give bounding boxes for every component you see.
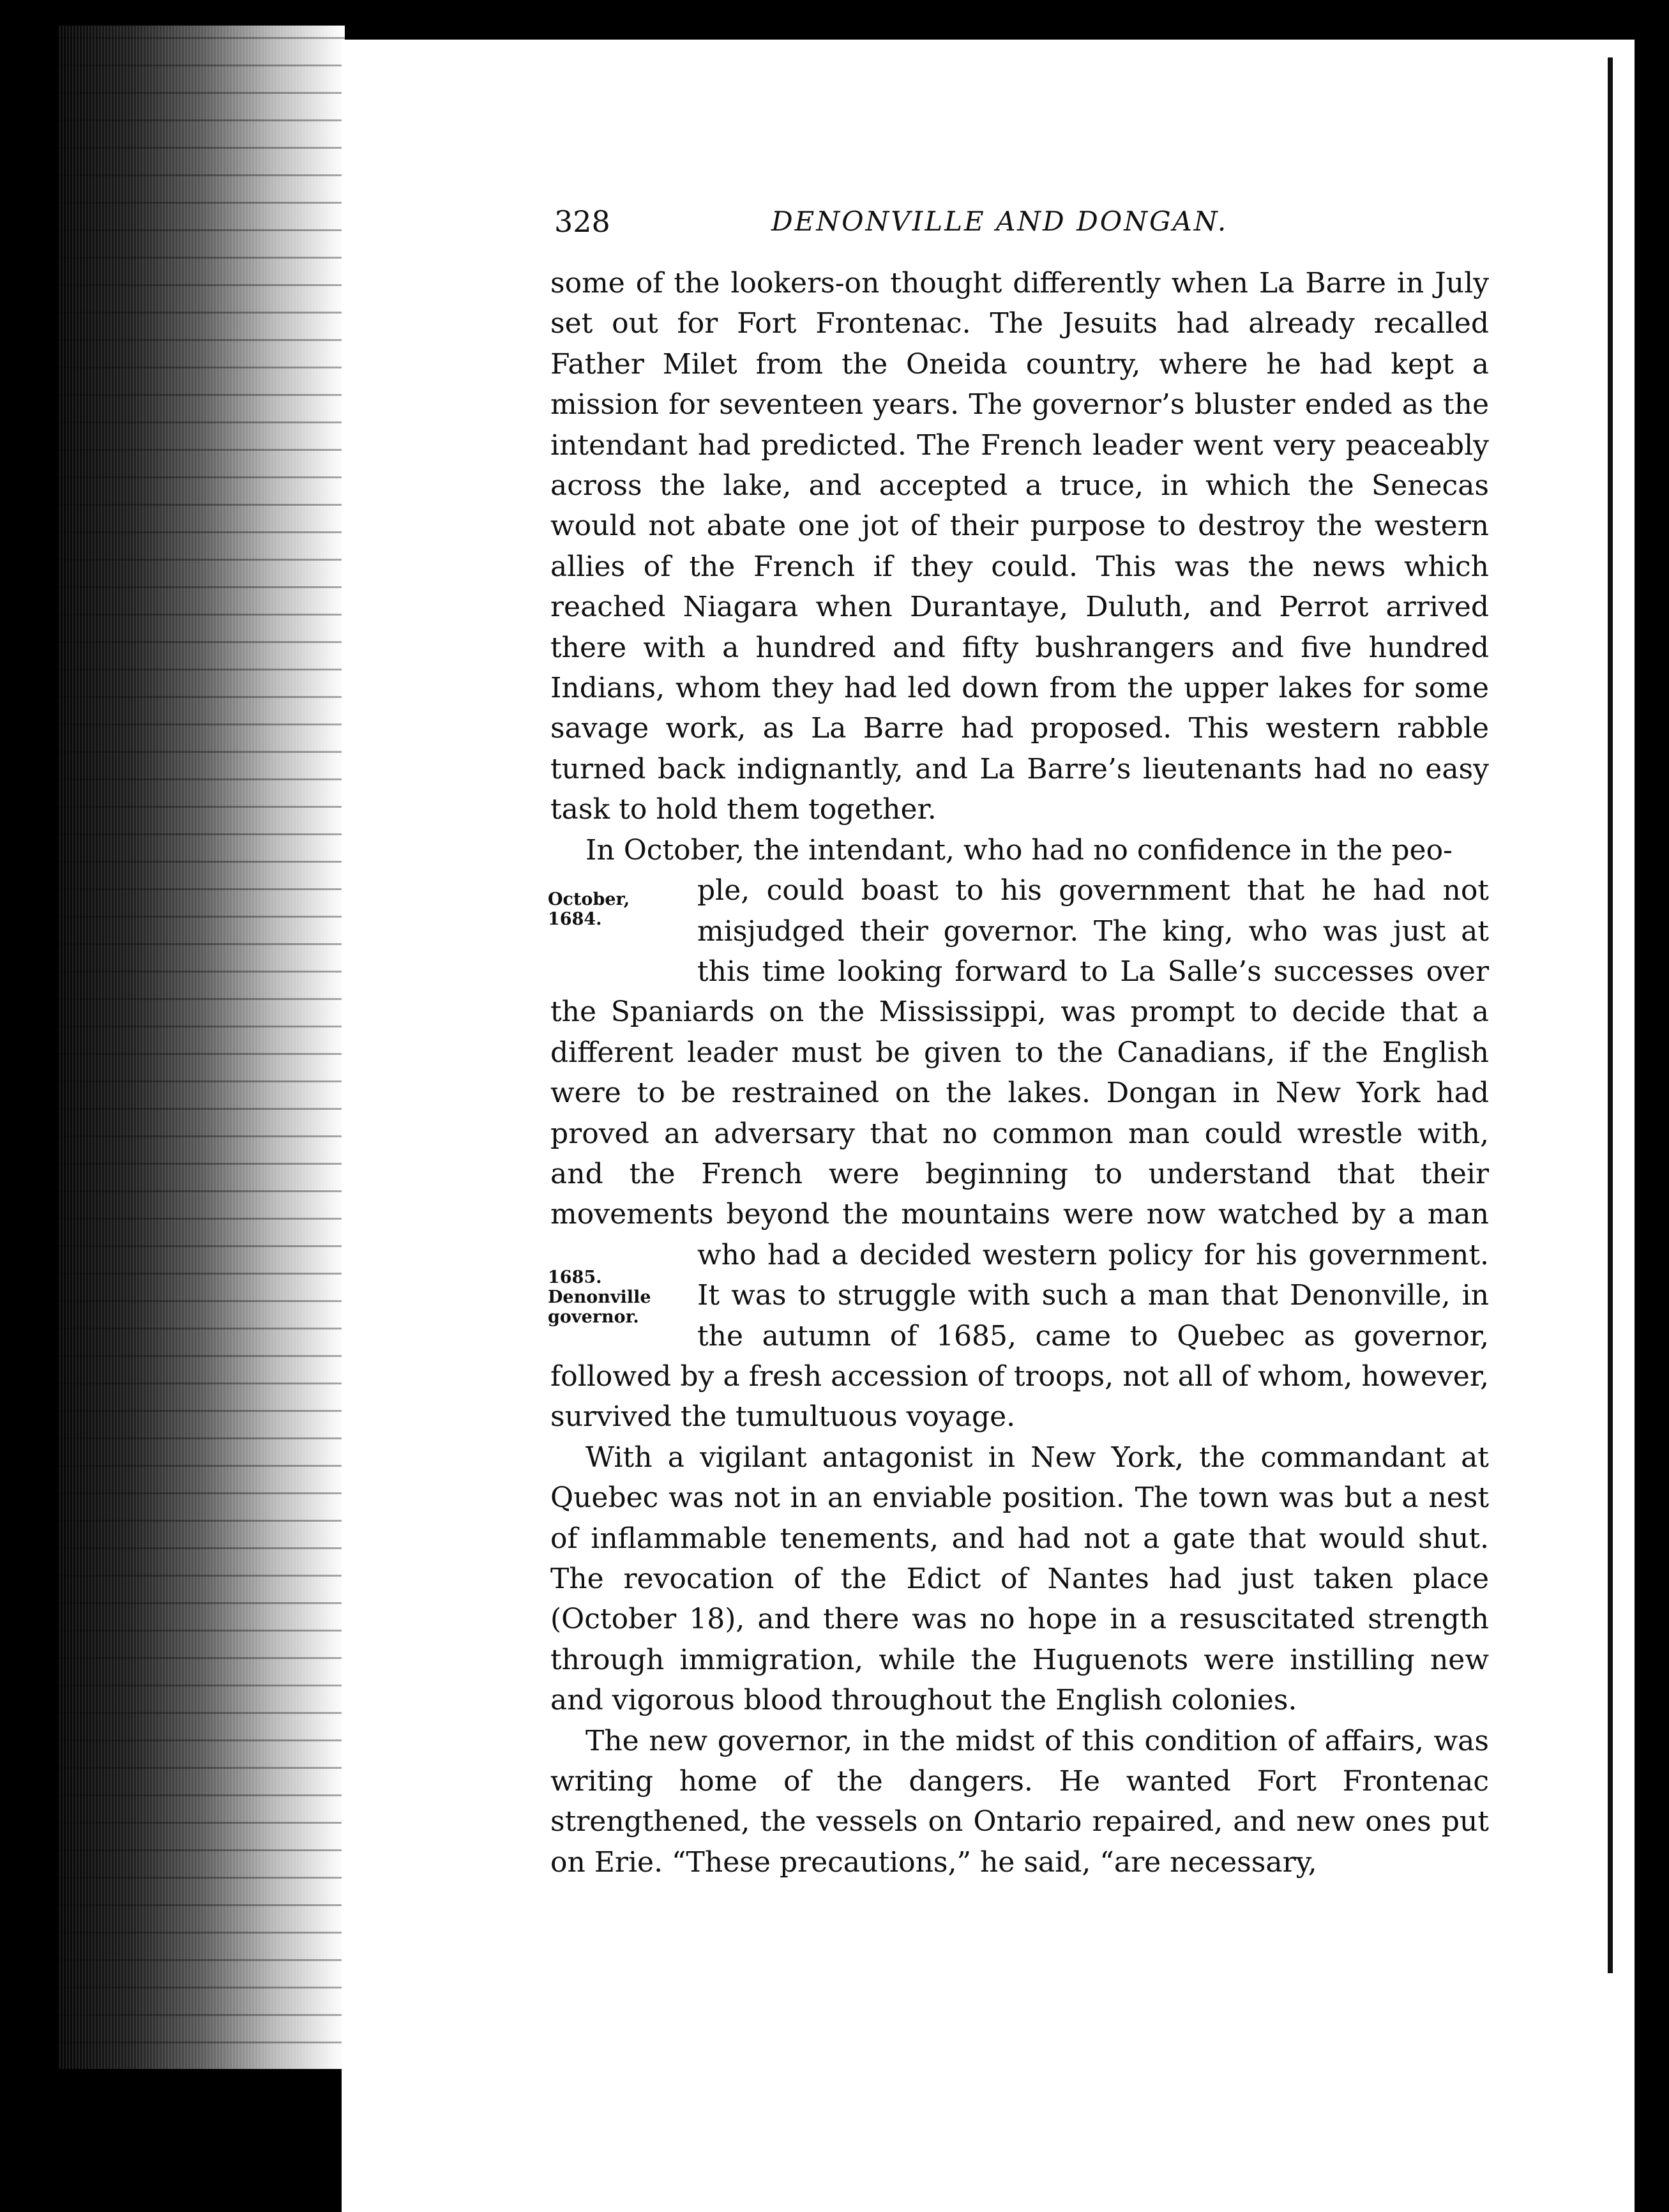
paragraph: The new governor, in the midst of this condition of affairs, was writing home of the dangers. He wanted Fort Frontenac strengthened, the vessels on Ontario repaired, and new ones put on Erie. “These precautions,” he said, “are necessary, — [550, 1724, 1489, 1879]
paragraph-line: In October, the intendant, who had no confidence in the peo- — [585, 833, 1453, 867]
scan-right-border — [1635, 40, 1669, 2212]
margin-note-october-1684: October, 1684. — [548, 890, 630, 929]
margin-note-denonville-governor: 1685. Denonville governor. — [548, 1268, 651, 1327]
paragraph — [550, 830, 1489, 1437]
paragraph: With a vigilant antagonist in New York, the commandant at Quebec was not in an enviable position. The town was but a nest of inflammable tenements, and had not a gate that would shut. The revocation of the Edict of Nantes had just taken place (October 18), and there was no hope in a resuscitated strength through immigration, while the Huguenots were instilling new and vigorous blood throughout the English colonies. — [550, 1441, 1489, 1717]
right-edge-line — [1608, 57, 1613, 1973]
body-text — [550, 263, 1489, 1882]
margin-note-space — [550, 1235, 697, 1356]
paragraph-text: had a decided western policy for his government. It was to struggle with such a man that Denonville, in the autumn of 1685, came to Quebec as governor, followed by a fresh accession of troops, not all of whom, however, survived the tumultuous voyage. — [550, 1238, 1489, 1434]
margin-note-space — [550, 870, 697, 985]
running-head: DENONVILLE AND DONGAN. — [771, 206, 1228, 237]
page-header — [554, 204, 1486, 243]
book-page-edges — [57, 26, 345, 2069]
paragraph-text: ple, could boast to his government that he had not misjudged their governor. The king, who was just at this time looking forward to La Salle’s successes over the Spaniards on the Mississippi, was prompt to decide that a different leader must be given to the Canadians, if the English were to be restrained on the lakes. Dongan in New York had proved an adversary that no common man could wrestle with, and the French were beginning to understand that their movements beyond the mountains were now watched by a man who — [550, 874, 1489, 1271]
paragraph: some of the lookers-on thought differently when La Barre in July set out for Fort Frontenac. The Jesuits had already recalled Father Milet from the Oneida country, where he had kept a mission for seventeen years. The governor’s bluster ended as the intendant had predicted. The French leader went very peaceably across the lake, and accepted a truce, in which the Senecas would not abate one jot of their purpose to destroy the western allies of the French if they could. This was the news which reached Niagara when Durantaye, Duluth, and Perrot arrived there with a hundred and fifty bushrangers and five hundred Indians, whom they had led down from the upper lakes for some savage work, as La Barre had proposed. This western rabble turned back indignantly, and La Barre’s lieutenants had no easy task to hold them together. — [550, 267, 1489, 826]
page-number: 328 — [554, 204, 610, 239]
